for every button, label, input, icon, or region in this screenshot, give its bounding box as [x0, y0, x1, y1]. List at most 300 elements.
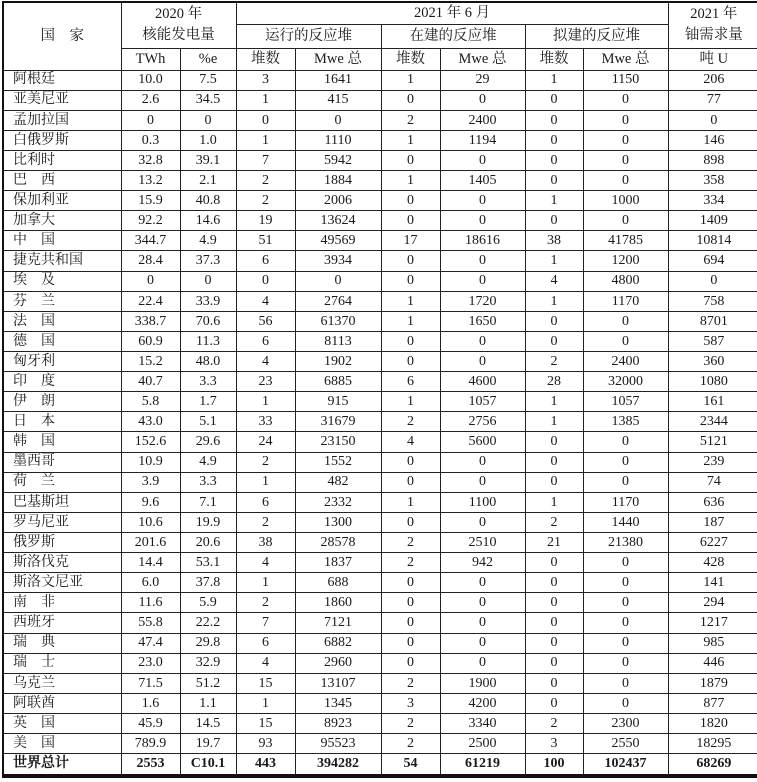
value-cell: 636 [668, 492, 757, 512]
value-cell: 0 [381, 573, 440, 593]
value-cell: 0 [381, 271, 440, 291]
value-cell: 0 [583, 613, 668, 633]
value-cell: 0 [236, 110, 295, 130]
value-cell: 13107 [295, 673, 381, 693]
value-cell: 7 [236, 150, 295, 170]
value-cell: 1409 [668, 211, 757, 231]
value-cell: 95523 [295, 734, 381, 754]
value-cell: 0 [381, 613, 440, 633]
table-row [3, 191, 757, 211]
header-under-construction-reactors: 在建的反应堆 [381, 24, 525, 48]
value-cell: 0 [381, 331, 440, 351]
country-cell: 白俄罗斯 [3, 130, 121, 150]
value-cell: 5.9 [180, 593, 236, 613]
value-cell: 758 [668, 291, 757, 311]
total-row [3, 754, 757, 776]
country-cell: 比利时 [3, 150, 121, 170]
value-cell: 2400 [440, 110, 525, 130]
value-cell: 2 [381, 110, 440, 130]
value-cell: 33.9 [180, 291, 236, 311]
value-cell: 29.8 [180, 633, 236, 653]
value-cell: 0 [583, 633, 668, 653]
value-cell: 39.1 [180, 150, 236, 170]
value-cell: 6 [236, 633, 295, 653]
value-cell: 915 [295, 392, 381, 412]
value-cell: 942 [440, 553, 525, 573]
value-cell: 2 [236, 191, 295, 211]
header-planned-mwe: Mwe 总 [583, 48, 668, 70]
value-cell: 0 [583, 150, 668, 170]
table-row [3, 512, 757, 532]
value-cell: 21380 [583, 533, 668, 553]
value-cell: 1 [236, 392, 295, 412]
value-cell: 37.3 [180, 251, 236, 271]
value-cell: 18295 [668, 734, 757, 754]
value-cell: 0 [295, 110, 381, 130]
value-cell: 0 [525, 90, 583, 110]
value-cell: 3 [525, 734, 583, 754]
value-cell: 3.3 [180, 472, 236, 492]
value-cell: 1 [525, 492, 583, 512]
value-cell: 2 [381, 412, 440, 432]
value-cell: 19.7 [180, 734, 236, 754]
value-cell: 48.0 [180, 352, 236, 372]
value-cell: 0 [525, 130, 583, 150]
value-cell: 1217 [668, 613, 757, 633]
value-cell: 0 [525, 693, 583, 713]
value-cell: 294 [668, 593, 757, 613]
value-cell: 0 [440, 593, 525, 613]
value-cell: 5121 [668, 432, 757, 452]
value-cell: 21 [525, 533, 583, 553]
header-2020-generation [121, 2, 236, 48]
value-cell: 1 [236, 130, 295, 150]
value-cell: 6885 [295, 372, 381, 392]
header-planned-reactors: 拟建的反应堆 [525, 24, 668, 48]
value-cell: 0 [381, 472, 440, 492]
value-cell: 4200 [440, 693, 525, 713]
country-cell: 墨西哥 [3, 452, 121, 472]
value-cell: 0 [583, 593, 668, 613]
value-cell: 0 [121, 271, 180, 291]
value-cell: 1879 [668, 673, 757, 693]
header-operating-mwe: Mwe 总 [295, 48, 381, 70]
value-cell: 43.0 [121, 412, 180, 432]
value-cell: 51.2 [180, 673, 236, 693]
value-cell: 5.8 [121, 392, 180, 412]
country-cell: 美 国 [3, 734, 121, 754]
value-cell: 4 [525, 271, 583, 291]
value-cell: 2 [236, 593, 295, 613]
table-row [3, 251, 757, 271]
value-cell: 360 [668, 352, 757, 372]
value-cell: 29 [440, 70, 525, 90]
table-header [3, 2, 757, 70]
value-cell: 37.8 [180, 573, 236, 593]
value-cell: 587 [668, 331, 757, 351]
header-percent-e: %e [180, 48, 236, 70]
value-cell: 0 [525, 110, 583, 130]
value-cell: 688 [295, 573, 381, 593]
country-cell: 英 国 [3, 714, 121, 734]
value-cell: 0 [583, 331, 668, 351]
value-cell: 4600 [440, 372, 525, 392]
value-cell: 1 [236, 90, 295, 110]
table-row [3, 472, 757, 492]
country-cell: 亚美尼亚 [3, 90, 121, 110]
country-cell: 法 国 [3, 311, 121, 331]
table-row [3, 412, 757, 432]
value-cell: 0 [583, 110, 668, 130]
value-cell: 54 [381, 754, 440, 776]
value-cell: 0 [236, 271, 295, 291]
value-cell: 0 [440, 633, 525, 653]
value-cell: 0 [583, 693, 668, 713]
country-cell: 瑞 典 [3, 633, 121, 653]
value-cell: 47.4 [121, 633, 180, 653]
table-row [3, 392, 757, 412]
value-cell: 102437 [583, 754, 668, 776]
table-row [3, 90, 757, 110]
value-cell: 2 [381, 714, 440, 734]
value-cell: 3934 [295, 251, 381, 271]
value-cell: 0 [381, 211, 440, 231]
value-cell: 201.6 [121, 533, 180, 553]
value-cell: 28.4 [121, 251, 180, 271]
value-cell: 1300 [295, 512, 381, 532]
country-cell: 印 度 [3, 372, 121, 392]
value-cell: 32000 [583, 372, 668, 392]
table-row [3, 673, 757, 693]
value-cell: 11.6 [121, 593, 180, 613]
table-row [3, 150, 757, 170]
table-row [3, 291, 757, 311]
value-cell: 1641 [295, 70, 381, 90]
value-cell: 17 [381, 231, 440, 251]
value-cell: 1902 [295, 352, 381, 372]
value-cell: 6 [236, 251, 295, 271]
country-cell: 保加利亚 [3, 191, 121, 211]
value-cell: 443 [236, 754, 295, 776]
table-row [3, 452, 757, 472]
value-cell: 428 [668, 553, 757, 573]
value-cell: 1345 [295, 693, 381, 713]
value-cell: 152.6 [121, 432, 180, 452]
header-june-2021: 2021 年 6 月 [236, 2, 668, 24]
value-cell: 3.3 [180, 372, 236, 392]
value-cell: 6 [236, 492, 295, 512]
value-cell: 2 [381, 533, 440, 553]
value-cell: 2300 [583, 714, 668, 734]
value-cell: 1057 [440, 392, 525, 412]
table-row [3, 271, 757, 291]
value-cell: 0 [440, 150, 525, 170]
value-cell: 0 [440, 472, 525, 492]
value-cell: 40.7 [121, 372, 180, 392]
value-cell: 19.9 [180, 512, 236, 532]
value-cell: 70.6 [180, 311, 236, 331]
value-cell: 15.9 [121, 191, 180, 211]
country-cell: 孟加拉国 [3, 110, 121, 130]
header-2020-generation-line2: 核能发电量 [142, 27, 215, 44]
value-cell: 1405 [440, 171, 525, 191]
value-cell: 0 [525, 573, 583, 593]
value-cell: 0 [440, 512, 525, 532]
value-cell: 3 [381, 693, 440, 713]
value-cell: 1100 [440, 492, 525, 512]
value-cell: 239 [668, 452, 757, 472]
value-cell: 1 [381, 311, 440, 331]
value-cell: 0 [525, 311, 583, 331]
value-cell: 141 [668, 573, 757, 593]
value-cell: 0 [525, 331, 583, 351]
header-twh: TWh [121, 48, 180, 70]
header-operating-reactors: 运行的反应堆 [236, 24, 381, 48]
header-planned-units: 堆数 [525, 48, 583, 70]
value-cell: 2500 [440, 734, 525, 754]
table-row [3, 613, 757, 633]
value-cell: 2550 [583, 734, 668, 754]
country-cell: 巴 西 [3, 171, 121, 191]
value-cell: 985 [668, 633, 757, 653]
value-cell: 3340 [440, 714, 525, 734]
value-cell: 0 [583, 311, 668, 331]
table-row [3, 110, 757, 130]
value-cell: 7 [236, 613, 295, 633]
value-cell: 1 [525, 191, 583, 211]
value-cell: 0.3 [121, 130, 180, 150]
value-cell: 0 [381, 633, 440, 653]
table-row [3, 372, 757, 392]
value-cell: 24 [236, 432, 295, 452]
value-cell: 34.5 [180, 90, 236, 110]
value-cell: 92.2 [121, 211, 180, 231]
value-cell: 2 [236, 171, 295, 191]
table-row [3, 352, 757, 372]
value-cell: 3 [236, 70, 295, 90]
country-cell: 西班牙 [3, 613, 121, 633]
value-cell: 74 [668, 472, 757, 492]
country-cell: 德 国 [3, 331, 121, 351]
value-cell: 11.3 [180, 331, 236, 351]
country-cell: 阿根廷 [3, 70, 121, 90]
value-cell: 5.1 [180, 412, 236, 432]
value-cell: 0 [525, 472, 583, 492]
value-cell: 2 [381, 553, 440, 573]
value-cell: 100 [525, 754, 583, 776]
value-cell: 38 [236, 533, 295, 553]
value-cell: 61219 [440, 754, 525, 776]
value-cell: 6 [236, 331, 295, 351]
table-row [3, 231, 757, 251]
country-cell: 罗马尼亚 [3, 512, 121, 532]
value-cell: 1720 [440, 291, 525, 311]
value-cell: 0 [381, 251, 440, 271]
value-cell: 1900 [440, 673, 525, 693]
country-cell: 加拿大 [3, 211, 121, 231]
value-cell: 1057 [583, 392, 668, 412]
nuclear-power-table [2, 1, 757, 778]
header-country: 国 家 [3, 2, 121, 70]
value-cell: 2 [525, 512, 583, 532]
value-cell: 1170 [583, 492, 668, 512]
value-cell: 0 [440, 331, 525, 351]
value-cell: 32.9 [180, 653, 236, 673]
value-cell: 0 [525, 653, 583, 673]
value-cell: 28 [525, 372, 583, 392]
table-row [3, 331, 757, 351]
value-cell: 1 [381, 130, 440, 150]
table-row [3, 311, 757, 331]
value-cell: 2.6 [121, 90, 180, 110]
country-cell: 中 国 [3, 231, 121, 251]
value-cell: 2 [525, 352, 583, 372]
value-cell: 32.8 [121, 150, 180, 170]
header-uranium-demand [668, 2, 757, 48]
country-cell: 瑞 士 [3, 653, 121, 673]
value-cell: 49569 [295, 231, 381, 251]
value-cell: 2.1 [180, 171, 236, 191]
value-cell: 694 [668, 251, 757, 271]
value-cell: 1000 [583, 191, 668, 211]
value-cell: 23.0 [121, 653, 180, 673]
value-cell: 19 [236, 211, 295, 231]
value-cell: 1.0 [180, 130, 236, 150]
value-cell: 898 [668, 150, 757, 170]
value-cell: 358 [668, 171, 757, 191]
value-cell: 1 [236, 693, 295, 713]
value-cell: 4 [236, 291, 295, 311]
value-cell: 0 [583, 432, 668, 452]
value-cell: 1110 [295, 130, 381, 150]
country-cell: 韩 国 [3, 432, 121, 452]
value-cell: 0 [525, 633, 583, 653]
value-cell: 0 [583, 673, 668, 693]
value-cell: 4 [381, 432, 440, 452]
value-cell: 9.6 [121, 492, 180, 512]
value-cell: 1440 [583, 512, 668, 532]
value-cell: 4 [236, 653, 295, 673]
value-cell: 206 [668, 70, 757, 90]
value-cell: 14.4 [121, 553, 180, 573]
value-cell: 1170 [583, 291, 668, 311]
value-cell: 0 [583, 452, 668, 472]
value-cell: 55.8 [121, 613, 180, 633]
value-cell: 1200 [583, 251, 668, 271]
value-cell: 0 [583, 130, 668, 150]
value-cell: 56 [236, 311, 295, 331]
value-cell: 68269 [668, 754, 757, 776]
value-cell: 482 [295, 472, 381, 492]
value-cell: 1 [525, 412, 583, 432]
country-cell: 巴基斯坦 [3, 492, 121, 512]
value-cell: 1 [236, 472, 295, 492]
value-cell: 20.6 [180, 533, 236, 553]
value-cell: 0 [440, 452, 525, 472]
value-cell: 33 [236, 412, 295, 432]
value-cell: 0 [440, 211, 525, 231]
value-cell: 0 [440, 613, 525, 633]
value-cell: 4 [236, 553, 295, 573]
value-cell: 93 [236, 734, 295, 754]
table-row [3, 553, 757, 573]
header-construction-units: 堆数 [381, 48, 440, 70]
country-cell: 埃 及 [3, 271, 121, 291]
country-cell: 乌克兰 [3, 673, 121, 693]
value-cell: 877 [668, 693, 757, 713]
value-cell: 344.7 [121, 231, 180, 251]
value-cell: 8923 [295, 714, 381, 734]
value-cell: 4.9 [180, 452, 236, 472]
value-cell: 1 [381, 70, 440, 90]
value-cell: 0 [440, 191, 525, 211]
value-cell: 28578 [295, 533, 381, 553]
value-cell: 1080 [668, 372, 757, 392]
table-row [3, 533, 757, 553]
value-cell: 60.9 [121, 331, 180, 351]
header-2020-generation-line1: 2020 年 [154, 6, 203, 23]
value-cell: 40.8 [180, 191, 236, 211]
table-row [3, 633, 757, 653]
value-cell: C10.1 [180, 754, 236, 776]
value-cell: 53.1 [180, 553, 236, 573]
value-cell: 1194 [440, 130, 525, 150]
country-cell: 南 非 [3, 593, 121, 613]
value-cell: 0 [180, 271, 236, 291]
country-cell: 俄罗斯 [3, 533, 121, 553]
value-cell: 0 [295, 271, 381, 291]
value-cell: 0 [381, 352, 440, 372]
value-cell: 161 [668, 392, 757, 412]
value-cell: 0 [381, 150, 440, 170]
value-cell: 61370 [295, 311, 381, 331]
value-cell: 2 [381, 734, 440, 754]
table-row [3, 734, 757, 754]
value-cell: 22.4 [121, 291, 180, 311]
value-cell: 1 [381, 392, 440, 412]
value-cell: 0 [381, 653, 440, 673]
table-row [3, 714, 757, 734]
value-cell: 1884 [295, 171, 381, 191]
value-cell: 13624 [295, 211, 381, 231]
value-cell: 0 [440, 271, 525, 291]
table-row [3, 593, 757, 613]
value-cell: 2510 [440, 533, 525, 553]
value-cell: 7121 [295, 613, 381, 633]
country-cell: 日 本 [3, 412, 121, 432]
value-cell: 146 [668, 130, 757, 150]
value-cell: 10814 [668, 231, 757, 251]
country-cell: 荷 兰 [3, 472, 121, 492]
value-cell: 0 [525, 613, 583, 633]
value-cell: 0 [121, 110, 180, 130]
value-cell: 77 [668, 90, 757, 110]
value-cell: 45.9 [121, 714, 180, 734]
table-row [3, 171, 757, 191]
value-cell: 0 [381, 191, 440, 211]
value-cell: 22.2 [180, 613, 236, 633]
table-row [3, 70, 757, 90]
value-cell: 0 [525, 553, 583, 573]
header-tonnes-u: 吨 U [668, 48, 757, 70]
value-cell: 2553 [121, 754, 180, 776]
value-cell: 15.2 [121, 352, 180, 372]
value-cell: 0 [440, 251, 525, 271]
value-cell: 31679 [295, 412, 381, 432]
value-cell: 0 [440, 573, 525, 593]
value-cell: 1.1 [180, 693, 236, 713]
value-cell: 334 [668, 191, 757, 211]
